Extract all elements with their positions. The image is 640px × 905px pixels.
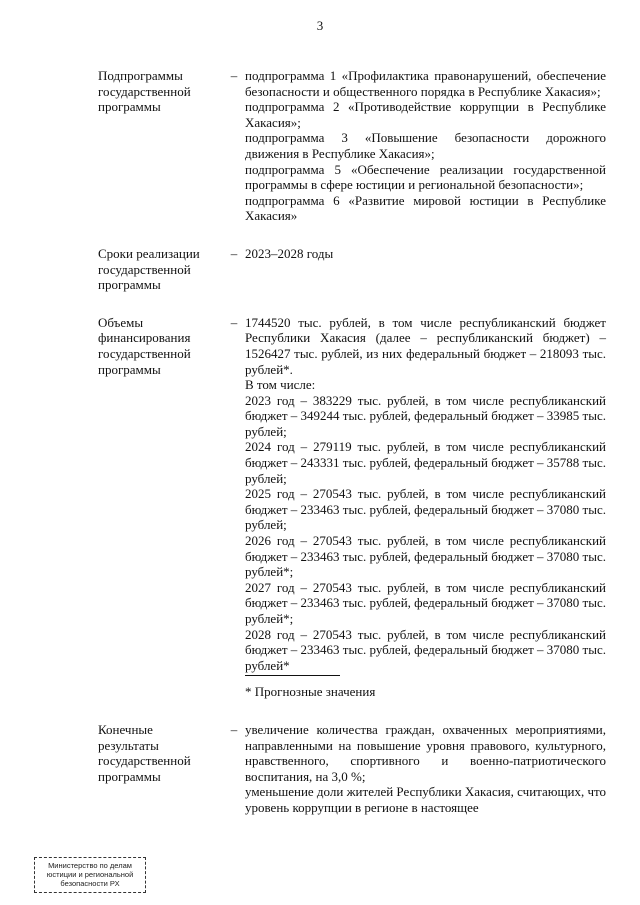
label-line: программы (98, 277, 161, 293)
financing-2023: 2023 год – 383229 тыс. рублей, в том числе республиканский бюджет – 349244 тыс. рублей, федеральный бюджет – 33985 тыс. рублей; (245, 392, 606, 439)
result-1: увеличение количества граждан, охваченных мероприятиями, направленными на повышение уровня правового, культурного, нравственного, спортивного и военно-патриотического воспитания, на 3,0 %; (245, 721, 606, 784)
subprogram-6: подпрограмма 6 «Развитие мировой юстиции в Республике Хакасия» (245, 192, 606, 224)
footnote (245, 675, 606, 700)
label-line: Сроки реализации (98, 245, 200, 261)
row-label-period (98, 246, 223, 293)
financing-including: В том числе: (245, 377, 316, 393)
row-value-financing (245, 315, 606, 674)
label-line: государственной (98, 753, 191, 769)
financing-2025: 2025 год – 270543 тыс. рублей, в том числе республиканский бюджет – 233463 тыс. рублей, федеральный бюджет – 37080 тыс. рублей; (245, 486, 606, 533)
program-passport-table (98, 68, 606, 816)
subprogram-5: подпрограмма 5 «Обеспечение реализации государственной программы в сфере юстиции и региональной безопасности»; (245, 161, 606, 193)
stamp-line: Министерство по делам (48, 861, 132, 870)
label-line: государственной (98, 83, 191, 99)
period-text: 2023–2028 годы (245, 245, 334, 261)
row-value-results (245, 722, 606, 816)
row-dash: – (230, 721, 238, 737)
financing-2028: 2028 год – 270543 тыс. рублей, в том числе республиканский бюджет – 233463 тыс. рублей, федеральный бюджет – 37080 тыс. рублей* (245, 626, 606, 673)
row-period (98, 246, 606, 293)
label-line: Подпрограммы (98, 68, 183, 83)
financing-2024: 2024 год – 279119 тыс. рублей, в том числе республиканский бюджет – 243331 тыс. рублей, федеральный бюджет – 35788 тыс. рублей; (245, 439, 606, 486)
label-line: программы (98, 99, 161, 115)
row-value-period (245, 246, 606, 262)
row-dash: – (230, 68, 238, 83)
label-line: результаты (98, 737, 159, 753)
row-results (98, 722, 606, 816)
subprogram-2: подпрограмма 2 «Противодействие коррупции в Республике Хакасия»; (245, 99, 606, 130)
footnote-rule (245, 675, 340, 676)
label-line: финансирования (98, 330, 191, 346)
financing-total: 1744520 тыс. рублей, в том числе республиканский бюджет Республики Хакасия (далее – республиканский бюджет) – 1526427 тыс. рублей, из них федеральный бюджет – 218093 тыс. рублей*. (245, 314, 606, 377)
label-line: Конечные (98, 721, 153, 737)
label-line: государственной (98, 345, 191, 361)
row-financing (98, 315, 606, 674)
row-dash: – (230, 314, 238, 330)
row-dash: – (230, 245, 238, 261)
financing-2026: 2026 год – 270543 тыс. рублей, в том числе республиканский бюджет – 233463 тыс. рублей, федеральный бюджет – 37080 тыс. рублей*; (245, 533, 606, 580)
financing-2027: 2027 год – 270543 тыс. рублей, в том числе республиканский бюджет – 233463 тыс. рублей, федеральный бюджет – 37080 тыс. рублей*; (245, 579, 606, 626)
row-label-subprograms (98, 68, 223, 115)
stamp-line: юстиции и региональной (46, 870, 134, 879)
footnote-text: * Прогнозные значения (245, 684, 376, 700)
result-2: уменьшение доли жителей Республики Хакасия, считающих, что уровень коррупции в регионе в настоящее (245, 784, 606, 815)
row-label-financing (98, 315, 223, 377)
label-line: Объемы (98, 314, 144, 330)
stamp-line: безопасности РХ (60, 879, 120, 888)
subprogram-1: подпрограмма 1 «Профилактика правонарушений, обеспечение безопасности и общественного порядка в Республике Хакасия»; (245, 68, 606, 99)
row-value-subprograms (245, 68, 606, 224)
page-number: 3 (316, 18, 324, 33)
label-line: государственной (98, 261, 191, 277)
row-subprograms (98, 68, 606, 224)
row-label-results (98, 722, 223, 784)
subprogram-3: подпрограмма 3 «Повышение безопасности дорожного движения в Республике Хакасия»; (245, 130, 606, 161)
registration-stamp (34, 857, 146, 893)
label-line: программы (98, 768, 161, 784)
label-line: программы (98, 361, 161, 377)
